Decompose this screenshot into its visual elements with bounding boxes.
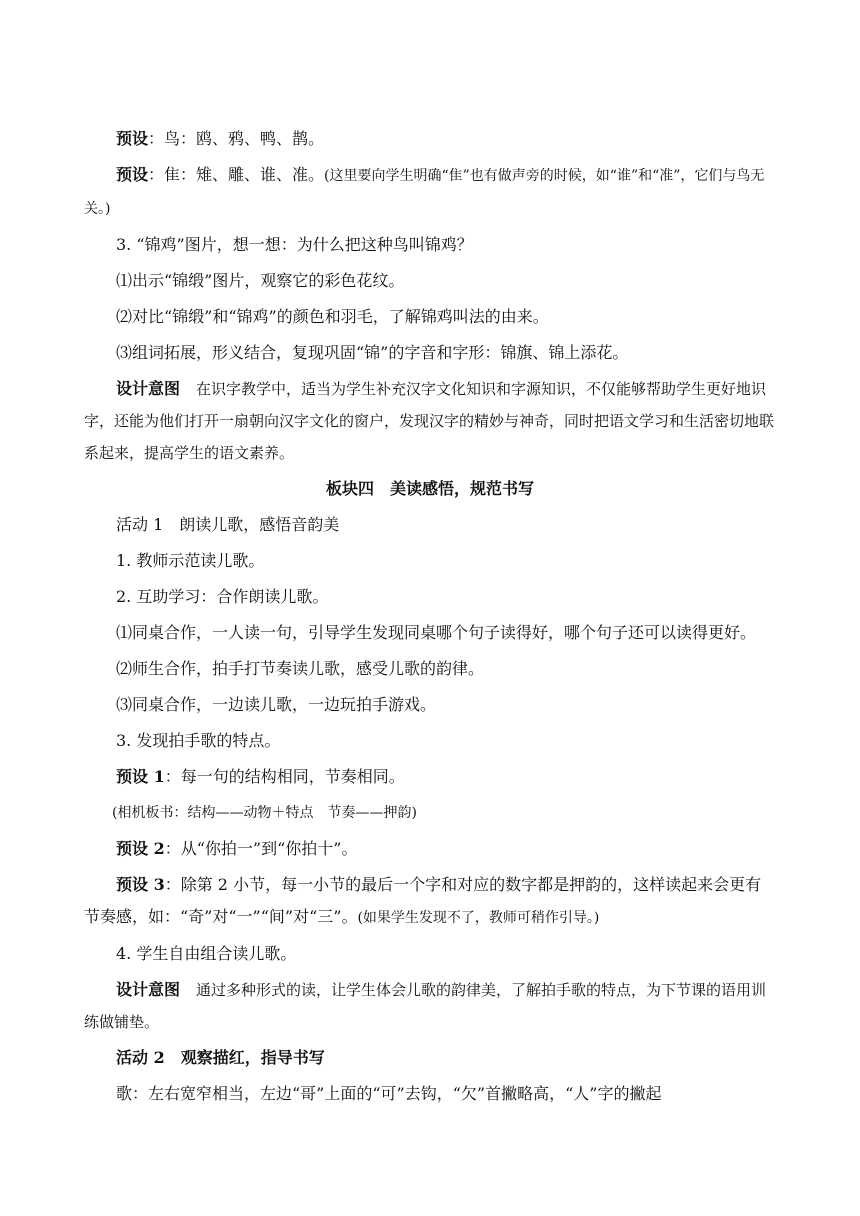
design-intent-2 xyxy=(84,974,776,1038)
preset-label: 预设 2 xyxy=(116,839,165,858)
preset-note: (如果学生发现不了，教师可稍作引导。) xyxy=(357,910,600,926)
design-intent-label: 设计意图 xyxy=(116,379,181,398)
paragraph-step-1: 1. 教师示范读儿歌。 xyxy=(116,551,265,570)
paragraph-preset-3 xyxy=(84,869,776,934)
paragraph-preset-zhui xyxy=(84,159,776,225)
paragraph-sub-2: ⑵对比“锦缎”和“锦鸡”的颜色和羽毛，了解锦鸡叫法的由来。 xyxy=(116,307,549,326)
preset-text: ：从“你拍一”到“你拍十”。 xyxy=(164,839,358,858)
preset-text: ：除第 2 小节，每一小节的最后一个字和对应的数字都是押韵的，这样读起来会更有节奏感，如：“奇”对“一”“间”对“三”。 xyxy=(84,875,762,926)
preset-note: (这里要向学生明确“隹”也有做声旁的时候，如“谁”和“准”，它们与鸟无关。) xyxy=(84,168,765,217)
design-intent-text: 在识字教学中，适当为学生补充汉字文化知识和字源知识，不仅能够帮助学生更好地识字，还能为他们打开一扇朝向汉字文化的窗户，发现汉字的精妙与神奇，同时把语文学习和生活密切地联系起来，提高学生的语文素养。 xyxy=(84,380,775,462)
paragraph-preset-2 xyxy=(84,833,776,865)
preset-label: 预设 1 xyxy=(116,767,165,786)
paragraph-writing-guide: 歌：左右宽窄相当，左边“哥”上面的“可”去钩，“欠”首撇略高，“人”字的撇起 xyxy=(116,1084,662,1103)
design-intent-1 xyxy=(84,373,776,469)
preset-label: 预设 xyxy=(116,165,149,184)
design-intent-label: 设计意图 xyxy=(116,980,181,999)
paragraph-sub-1: ⑴出示“锦缎”图片，观察它的彩色花纹。 xyxy=(116,271,405,290)
preset-text: ：鸟：鸥、鸦、鸭、鹊。 xyxy=(148,129,325,148)
paragraph-sub-3: ⑶组词拓展，形义结合，复现巩固“锦”的字音和字形：锦旗、锦上添花。 xyxy=(116,343,629,362)
activity-2-title xyxy=(84,1042,776,1074)
paragraph-sub-2b: ⑵师生合作，拍手打节奏读儿歌，感受儿歌的韵律。 xyxy=(116,659,485,678)
paragraph-preset-bird xyxy=(84,123,776,155)
paragraph-sub-3b: ⑶同桌合作，一边读儿歌，一边玩拍手游戏。 xyxy=(116,695,437,714)
paragraph-step-4: 4. 学生自由组合读儿歌。 xyxy=(116,944,297,963)
board-note: (相机板书：结构——动物＋特点 节奏——押韵) xyxy=(112,805,417,821)
section-heading: 板块四 美读感悟，规范书写 xyxy=(325,479,534,498)
preset-text: ：隹：雉、雕、谁、准。 xyxy=(148,165,325,184)
preset-label: 预设 3 xyxy=(116,875,165,894)
paragraph-step-3b: 3. 发现拍手歌的特点。 xyxy=(116,731,281,750)
activity-1-title: 活动 1 朗读儿歌，感悟音韵美 xyxy=(116,515,340,534)
preset-label: 预设 xyxy=(116,129,149,148)
activity-text: 观察描红，指导书写 xyxy=(164,1048,325,1067)
paragraph-preset-1 xyxy=(84,761,776,793)
paragraph-step-3: 3. “锦鸡”图片，想一想：为什么把这种鸟叫锦鸡？ xyxy=(116,235,473,254)
activity-label: 活动 2 xyxy=(116,1048,165,1067)
paragraph-step-2: 2. 互助学习：合作朗读儿歌。 xyxy=(116,587,329,606)
paragraph-sub-1b: ⑴同桌合作，一人读一句，引导学生发现同桌哪个句子读得好，哪个句子还可以读得更好。 xyxy=(116,623,757,642)
document-body xyxy=(84,123,776,1114)
preset-text: ：每一句的结构相同，节奏相同。 xyxy=(164,767,405,786)
design-intent-text: 通过多种形式的读，让学生体会儿歌的韵律美，了解拍手歌的特点，为下节课的语用训练做铺垫。 xyxy=(84,981,767,1031)
